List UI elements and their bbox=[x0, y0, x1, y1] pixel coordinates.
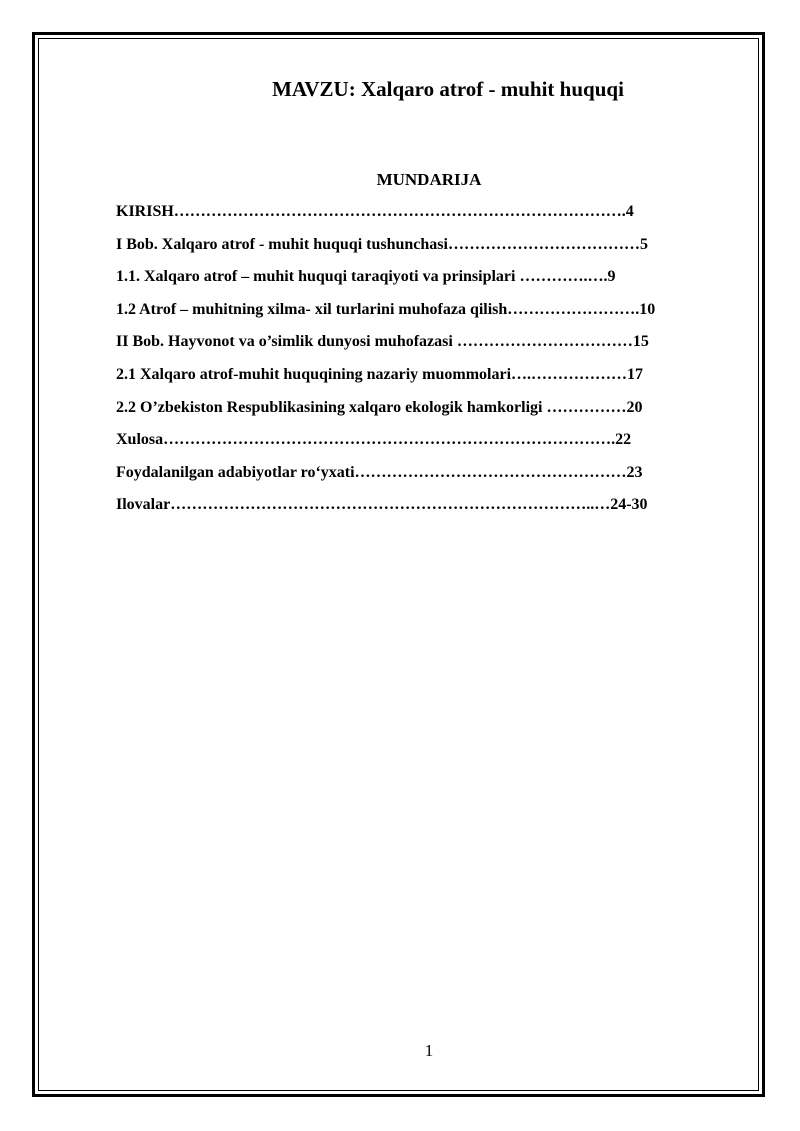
toc-entry-section-2-2: 2.2 O’zbekiston Respublikasining xalqaro ekologik hamkorligi ……………20 bbox=[116, 398, 643, 416]
table-of-contents bbox=[116, 200, 744, 526]
toc-entry-chapter-1: I Bob. Xalqaro atrof - muhit huquqi tushunchasi………………………………5 bbox=[116, 235, 648, 253]
toc-entry-references: Foydalanilgan adabiyotlar ro‘yxati……………………………………………23 bbox=[116, 463, 643, 481]
toc-entry-kirish: KIRISH………………………………………………………………………….4 bbox=[116, 203, 634, 220]
toc-heading: MUNDARIJA bbox=[376, 170, 482, 189]
toc-entry-section-1-2: 1.2 Atrof – muhitning xilma- xil turlarini muhofaza qilish…………………….10 bbox=[116, 300, 656, 318]
toc-entry-chapter-2: II Bob. Hayvonot va o’simlik dunyosi muhofazasi ……………………………15 bbox=[116, 333, 649, 351]
toc-entry-section-1-1: 1.1. Xalqaro atrof – muhit huquqi taraqiyoti va prinsiplari ………….….9 bbox=[116, 268, 616, 286]
toc-entry-appendices: Ilovalar……………………………………………………………………..…24-30 bbox=[116, 496, 648, 514]
document-title: MAVZU: Xalqaro atrof - muhit huquqi bbox=[272, 77, 624, 101]
page-border-inner bbox=[38, 38, 759, 1091]
toc-entry-section-2-1: 2.1 Xalqaro atrof-muhit huquqining nazariy muommolari….………………17 bbox=[116, 365, 644, 383]
page-number: 1 bbox=[424, 1041, 434, 1060]
toc-entry-xulosa: Xulosa………………………………………………………………………….22 bbox=[116, 431, 632, 449]
